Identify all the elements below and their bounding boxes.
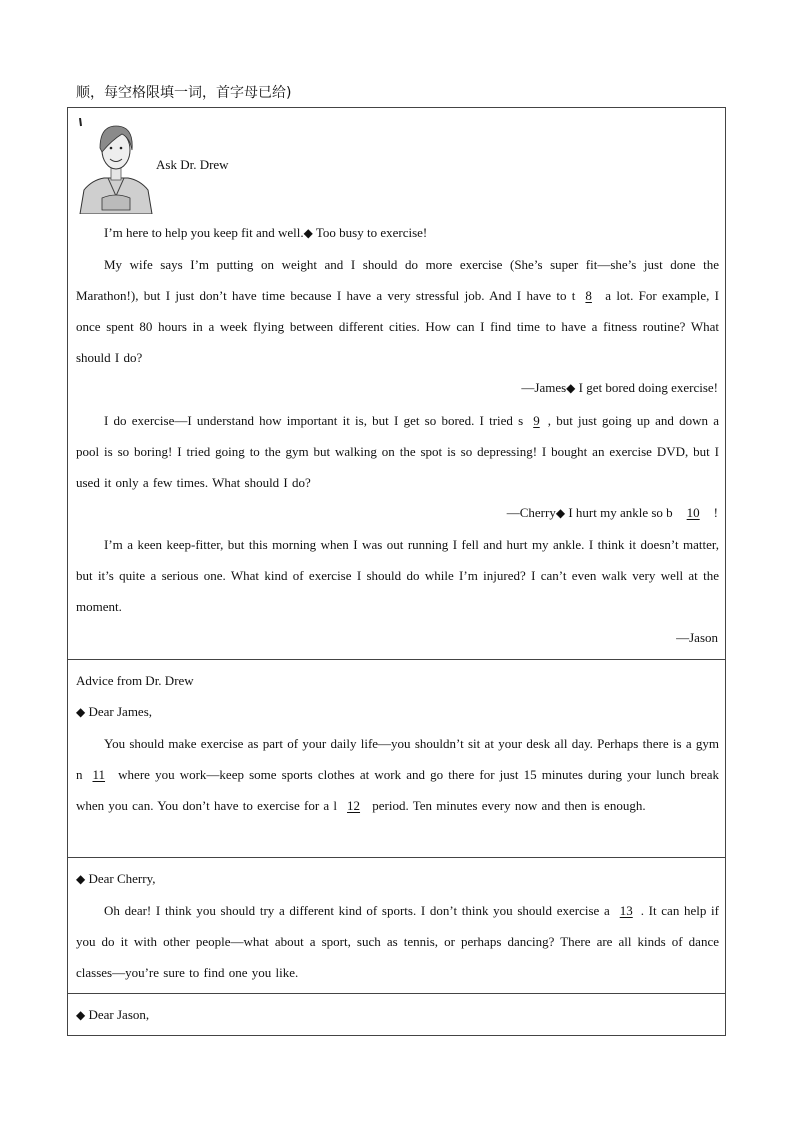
james-letter-text-a: My wife says I’m putting on weight and I should do more exercise (She’s super fit—she’s just done the Marathon!), but I just don’t have time because I have a very stressful job. And I have to t: [76, 257, 719, 303]
cherry-advice-text-a: Oh dear! I think you should try a different kind of sports. I don’t think you should exercise a: [104, 903, 610, 918]
blank-8[interactable]: 8: [585, 288, 592, 303]
doctor-photo: [78, 118, 154, 214]
advice-title: Advice from Dr. Drew: [76, 673, 194, 688]
jason-letter: I’m a keen keep-fitter, but this morning when I was out running I fell and hurt my ankle. I think it doesn’t matter, but it’s quite a serious one. What kind of exercise I should do while I’m injured? I can’t even walk very well at the moment.: [76, 537, 719, 614]
column-title: Ask Dr. Drew: [156, 157, 229, 172]
advice-jason-box: [67, 993, 726, 1036]
intro-line: [104, 223, 427, 243]
cherry-greeting-line: [76, 869, 156, 889]
diamond-icon: ◆: [555, 506, 566, 520]
cherry-signature: —Cherry: [506, 505, 556, 520]
jason-greeting-line: [76, 1005, 149, 1025]
jason-signature: —Jason: [676, 630, 718, 645]
cherry-advice: [76, 895, 719, 988]
cherry-sign-line: [507, 503, 718, 523]
cherry-greeting: Dear Cherry,: [88, 871, 156, 886]
diamond-icon: ◆: [76, 872, 86, 886]
intro-text: I’m here to help you keep fit and well.: [104, 225, 304, 240]
diamond-icon: ◆: [303, 226, 313, 240]
advice-james-box: [67, 659, 726, 858]
james-advice-text-a: You should make exercise as part of your daily life—you shouldn’t sit at your desk all day. Perhaps there is a gym n: [76, 736, 719, 782]
james-signature: —James: [521, 380, 567, 395]
blank-10[interactable]: 10: [686, 505, 700, 520]
diamond-icon: ◆: [76, 1008, 86, 1022]
blank-11[interactable]: 11: [92, 767, 106, 782]
blank-12[interactable]: 12: [347, 798, 361, 813]
cherry-letter-text-a: I do exercise—I understand how important it is, but I get so bored. I tried s: [104, 413, 524, 428]
james-advice-text-b: where you work—keep some sports clothes at work and go there for just 15 minutes during your lunch break when you can. You don’t have to exercise for a l: [76, 767, 719, 813]
q3-title-b: !: [713, 505, 718, 520]
blank-13[interactable]: 13: [619, 903, 633, 918]
q3-title-a: I hurt my ankle so b: [568, 505, 673, 520]
instruction-note: 顺，每空格限填一词，首字母已给): [76, 85, 292, 101]
letters-box: [67, 107, 726, 660]
blank-9[interactable]: 9: [533, 413, 540, 428]
james-advice-text-c: period. Ten minutes every now and then is enough.: [368, 798, 646, 813]
james-greeting-line: [76, 702, 152, 722]
james-advice: [76, 728, 719, 821]
cherry-letter: [76, 405, 719, 498]
james-letter-text-b: a lot. For example, I once spent 80 hours in a week flying between different cities. How can I find time to have a fitness routine? What should I do?: [76, 288, 719, 365]
advice-cherry-box: [67, 857, 726, 994]
diamond-icon: ◆: [566, 381, 576, 395]
diamond-icon: ◆: [76, 705, 86, 719]
james-greeting: Dear James,: [88, 704, 153, 719]
cherry-advice-text-b: . It can help if you do it with other people—what about a sport, such as tennis, or perhaps dancing? There are all kinds of dance classes—you’re sure to find one you like.: [76, 903, 719, 980]
jason-greeting: Dear Jason,: [88, 1007, 150, 1022]
q1-title: Too busy to exercise!: [315, 225, 428, 240]
cherry-letter-text-b: , but just going up and down a pool is so boring! I tried going to the gym but walking on the spot is so depressing! I bought an exercise DVD, but I used it only a few times. What should I do?: [76, 413, 719, 490]
q2-title: I get bored doing exercise!: [578, 380, 718, 395]
james-sign-line: [521, 378, 718, 398]
james-letter: [76, 249, 719, 373]
